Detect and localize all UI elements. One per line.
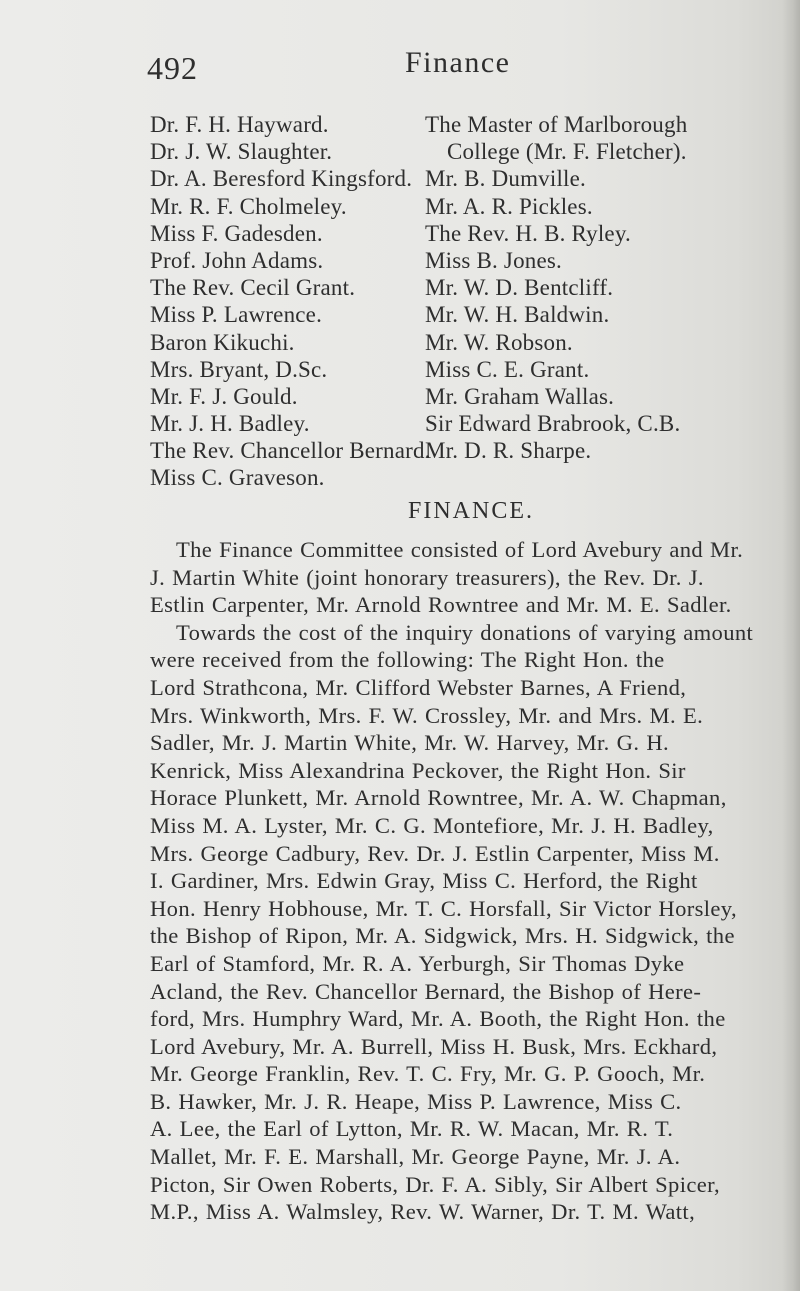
running-head — [147, 46, 747, 94]
paragraph-donations — [150, 619, 800, 1226]
member-name: Mr. F. J. Gould. — [150, 383, 298, 409]
member-name: Mr. W. D. Bentcliff. — [425, 275, 614, 301]
finance-text — [150, 536, 800, 1226]
member-name: The Rev. Cecil Grant. — [150, 275, 356, 301]
page-number: 492 — [147, 50, 198, 86]
member-name: The Rev. Chancellor Bernard. — [150, 438, 431, 464]
member-name: The Master of Marlborough — [425, 112, 688, 137]
member-name: Mr. W. Robson. — [425, 329, 573, 355]
member-name: Miss P. Lawrence. — [150, 302, 323, 328]
member-name: Dr. A. Beresford Kingsford. — [150, 166, 413, 192]
member-name: Baron Kikuchi. — [150, 329, 295, 355]
text-line: Sadler, Mr. J. Martin White, Mr. W. Harvey, Mr. G. H. — [150, 730, 670, 756]
text-line: J. Martin White (joint honorary treasurers), the Rev. Dr. J. — [150, 564, 704, 590]
text-line: Mallet, Mr. F. E. Marshall, Mr. George Payne, Mr. J. A. — [150, 1144, 681, 1170]
member-name: Mr. Graham Wallas. — [425, 383, 615, 409]
text-line: Mrs. Winkworth, Mrs. F. W. Crossley, Mr. and Mrs. M. E. — [150, 702, 704, 728]
member-name: Dr. F. H. Hayward. — [150, 112, 329, 137]
member-name: Dr. J. W. Slaughter. — [150, 139, 333, 165]
text-line: A. Lee, the Earl of Lytton, Mr. R. W. Macan, Mr. R. T. — [150, 1116, 674, 1142]
text-line: Earl of Stamford, Mr. R. A. Yerburgh, Sir Thomas Dyke — [150, 950, 685, 976]
text-line: Mr. George Franklin, Rev. T. C. Fry, Mr. G. P. Gooch, Mr. — [150, 1061, 706, 1087]
text-line: Lord Strathcona, Mr. Clifford Webster Barnes, A Friend, — [150, 674, 687, 700]
text-line: were received from the following: The Right Hon. the — [150, 647, 665, 673]
text-line: Mrs. George Cadbury, Rev. Dr. J. Estlin Carpenter, Miss M. — [150, 840, 720, 866]
text-line: Hon. Henry Hobhouse, Mr. T. C. Horsfall, Sir Victor Horsley, — [150, 895, 737, 921]
text-line: B. Hawker, Mr. J. R. Heape, Miss P. Lawrence, Miss C. — [150, 1088, 682, 1114]
text-line: M.P., Miss A. Walmsley, Rev. W. Warner, Dr. T. M. Watt, — [150, 1199, 696, 1225]
member-name: Miss C. Graveson. — [150, 465, 325, 491]
text-line: Kenrick, Miss Alexandrina Peckover, the Right Hon. Sir — [150, 757, 686, 783]
text-line: Towards the cost of the inquiry donations of varying amount — [176, 619, 754, 645]
paragraph-finance-committee — [150, 536, 800, 619]
member-name: Mr. R. F. Cholmeley. — [150, 193, 347, 219]
text-line: Estlin Carpenter, Mr. Arnold Rowntree and Mr. M. E. Sadler. — [150, 592, 732, 618]
member-name: Mr. B. Dumville. — [425, 166, 587, 192]
member-name: Mrs. Bryant, D.Sc. — [150, 356, 328, 382]
text-line: Horace Plunkett, Mr. Arnold Rowntree, Mr. A. W. Chapman, — [150, 785, 727, 811]
text-line: Miss M. A. Lyster, Mr. C. G. Montefiore, Mr. J. H. Badley, — [150, 812, 714, 838]
member-name: Prof. John Adams. — [150, 247, 324, 273]
member-name: The Rev. H. B. Ryley. — [425, 220, 631, 246]
member-name: Sir Edward Brabrook, C.B. — [425, 411, 681, 437]
running-title: Finance — [405, 46, 511, 79]
member-name: Miss F. Gadesden. — [150, 220, 323, 246]
member-name: Mr. W. H. Baldwin. — [425, 302, 610, 328]
member-name: Mr. J. H. Badley. — [150, 411, 310, 437]
member-name: Mr. A. R. Pickles. — [425, 193, 593, 219]
text-line: The Finance Committee consisted of Lord Avebury and Mr. — [176, 537, 744, 562]
member-name: Mr. D. R. Sharpe. — [425, 438, 592, 464]
text-line: the Bishop of Ripon, Mr. A. Sidgwick, Mrs. H. Sidgwick, the — [150, 923, 735, 949]
member-list-right-column — [425, 111, 785, 464]
member-name-continuation: College (Mr. F. Fletcher). — [447, 139, 687, 165]
text-line: ford, Mrs. Humphry Ward, Mr. A. Booth, the Right Hon. the — [150, 1006, 726, 1032]
text-line: Picton, Sir Owen Roberts, Dr. F. A. Sibly, Sir Albert Spicer, — [150, 1171, 721, 1197]
section-heading: FINANCE. — [408, 498, 535, 524]
member-name: Miss B. Jones. — [425, 247, 562, 273]
text-line: Lord Avebury, Mr. A. Burrell, Miss H. Busk, Mrs. Eckhard, — [150, 1033, 718, 1059]
text-line: I. Gardiner, Mrs. Edwin Gray, Miss C. Herford, the Right — [150, 868, 698, 894]
text-line: Acland, the Rev. Chancellor Bernard, the Bishop of Here- — [150, 978, 702, 1004]
member-name: Miss C. E. Grant. — [425, 356, 590, 382]
